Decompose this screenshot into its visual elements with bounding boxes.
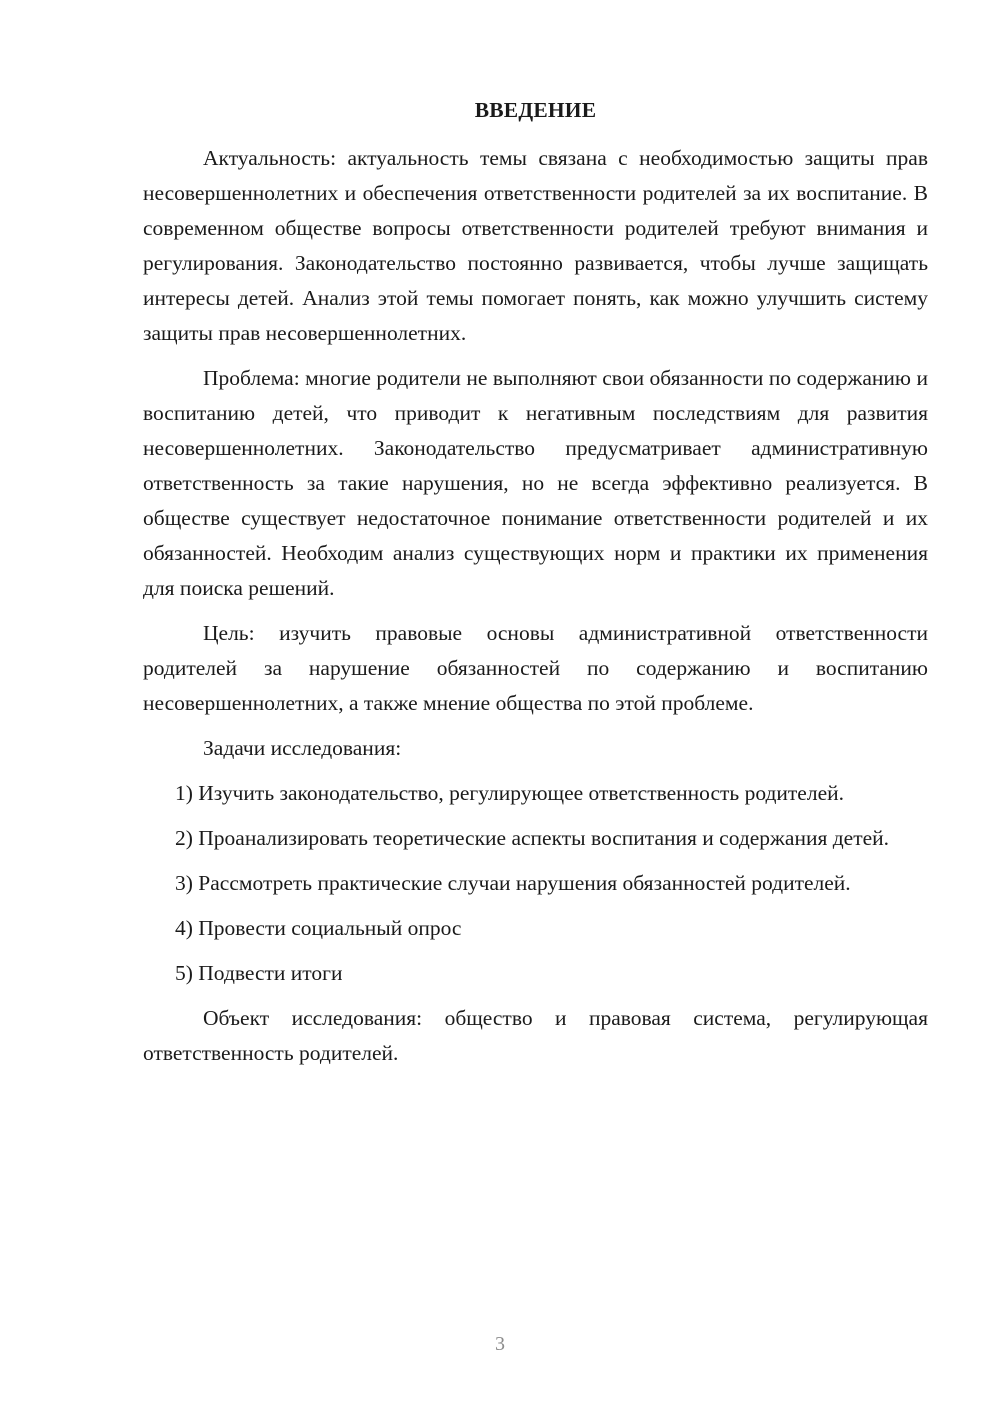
task-item: 4) Провести социальный опрос xyxy=(175,916,462,940)
problem-paragraph: Проблема: многие родители не выполняют свои обязанности по содержанию и воспитанию детей, что приводит к негативным последствиям для развития несовершеннолетних. Законодательство предусматривает административную ответственность за такие нарушения, но не всегда эффективно реализуется. В обществе существует недостаточное понимание ответственности родителей и их обязанностей. Необходим анализ существующих норм и практики их применения для поиска решений. xyxy=(143,366,928,600)
task-item: 5) Подвести итоги xyxy=(175,961,343,985)
tasks-title: Задачи исследования: xyxy=(203,736,402,760)
object-paragraph: Объект исследования: общество и правовая система, регулирующая ответственность родителей. xyxy=(143,1006,928,1065)
task-item: 2) Проанализировать теоретические аспекты воспитания и содержания детей. xyxy=(175,826,890,850)
goal-paragraph: Цель: изучить правовые основы административной ответственности родителей за нарушение обязанностей по содержанию и воспитанию несовершеннолетних, а также мнение общества по этой проблеме. xyxy=(143,621,928,715)
page-content xyxy=(143,94,928,1081)
task-item: 3) Рассмотреть практические случаи нарушения обязанностей родителей. xyxy=(175,871,851,895)
section-heading: ВВЕДЕНИЕ xyxy=(474,98,597,122)
relevance-paragraph: Актуальность: актуальность темы связана с необходимостью защиты прав несовершеннолетних и обеспечения ответственности родителей за их воспитание. В современном обществе вопросы ответственности родителей требуют внимания и регулирования. Законодательство постоянно развивается, чтобы лучше защищать интересы детей. Анализ этой темы помогает понять, как можно улучшить систему защиты прав несовершеннолетних. xyxy=(143,146,928,345)
page-number: 3 xyxy=(495,1333,505,1355)
task-item: 1) Изучить законодательство, регулирующее ответственность родителей. xyxy=(175,781,844,805)
